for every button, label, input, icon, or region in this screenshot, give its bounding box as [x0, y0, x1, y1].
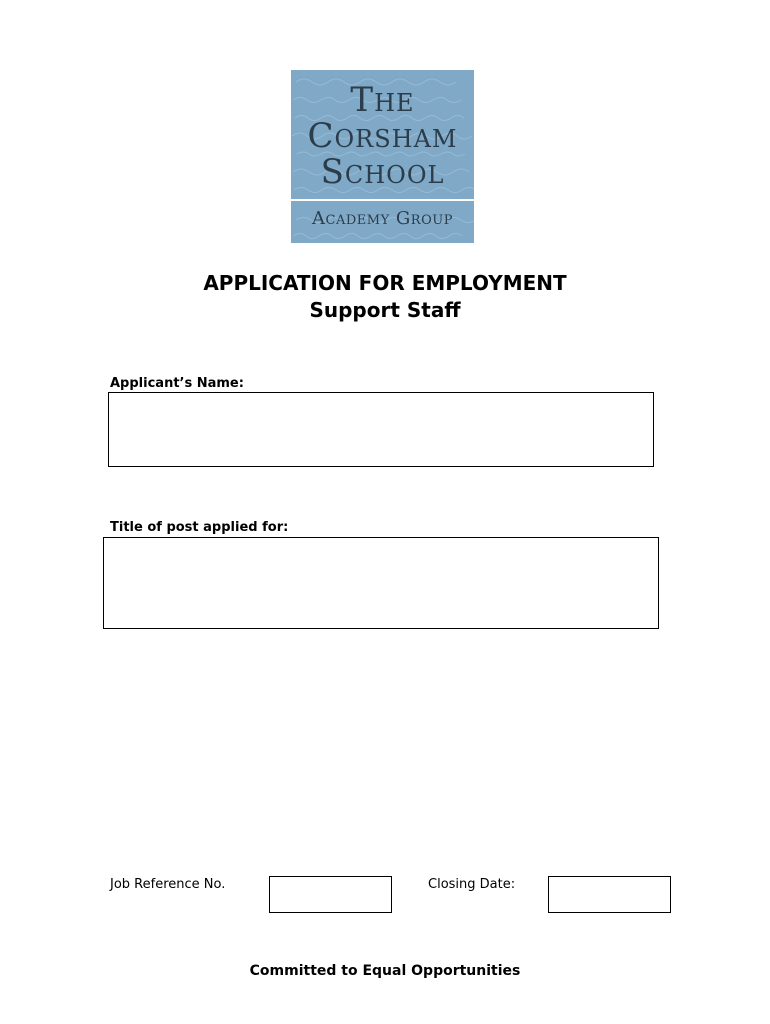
logo-line-school: School	[320, 152, 445, 192]
closing-date-field[interactable]	[548, 876, 671, 913]
logo-divider	[291, 199, 474, 201]
job-reference-field[interactable]	[269, 876, 392, 913]
closing-date-label: Closing Date:	[428, 877, 516, 892]
post-title-field[interactable]	[103, 537, 659, 629]
post-title-label: Title of post applied for:	[110, 520, 289, 535]
logo-line-corsham: Corsham	[307, 116, 458, 156]
applicant-name-label: Applicant’s Name:	[110, 376, 244, 391]
school-logo	[291, 70, 474, 243]
logo-subtitle: Academy Group	[312, 208, 453, 229]
job-reference-label: Job Reference No.	[110, 877, 226, 892]
form-subtitle: Support Staff	[309, 298, 461, 322]
logo-line-the: The	[350, 80, 415, 120]
equal-opportunities-footer: Committed to Equal Opportunities	[249, 963, 521, 979]
form-title: APPLICATION FOR EMPLOYMENT	[203, 271, 567, 295]
applicant-name-field[interactable]	[108, 392, 654, 467]
